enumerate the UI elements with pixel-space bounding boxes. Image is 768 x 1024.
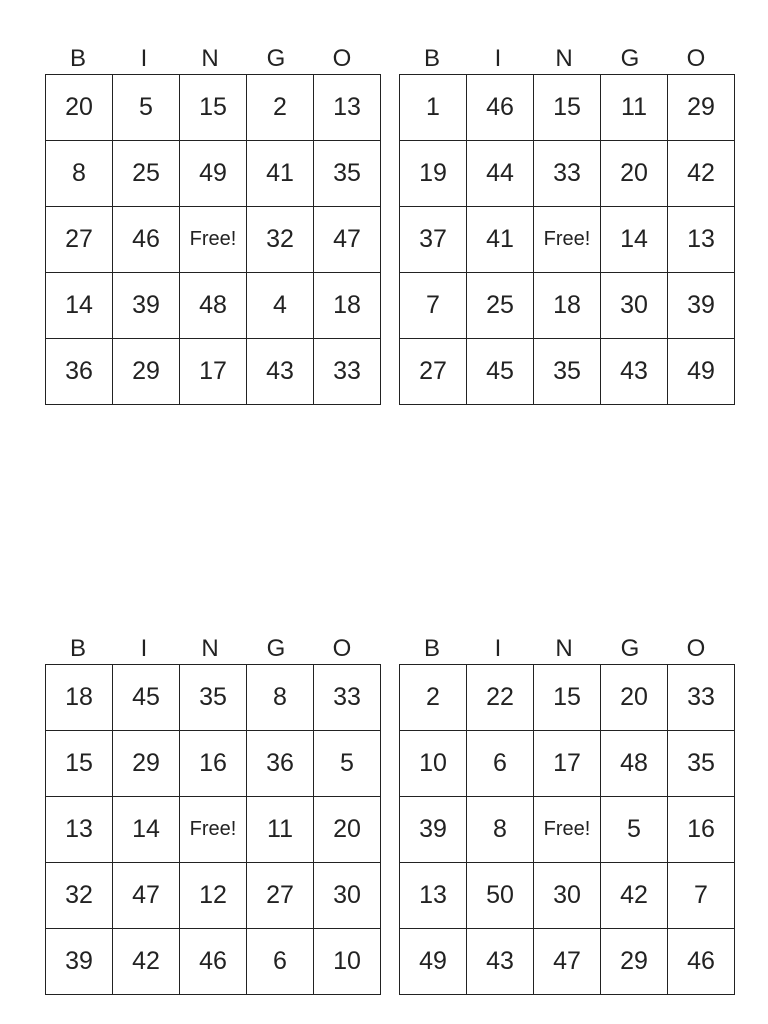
bingo-cell: 18 [314, 273, 381, 339]
bingo-cell: 13 [400, 863, 467, 929]
bingo-header-letter: G [620, 45, 640, 72]
bingo-header-letter: N [555, 45, 573, 72]
free-space: Free! [534, 797, 601, 863]
bingo-header-letter: B [69, 45, 86, 72]
bingo-row [46, 731, 381, 797]
bingo-cell: 1 [400, 75, 467, 141]
bingo-cell: 33 [534, 141, 601, 207]
free-space: Free! [180, 797, 247, 863]
bingo-cell: 35 [314, 141, 381, 207]
bingo-card-3 [45, 634, 375, 995]
bingo-cell: 14 [113, 797, 180, 863]
bingo-row [46, 273, 381, 339]
bingo-cell: 47 [113, 863, 180, 929]
bingo-cell: 11 [601, 75, 668, 141]
bingo-cell: 49 [180, 141, 247, 207]
bingo-cell: 20 [314, 797, 381, 863]
bingo-cell: 6 [467, 731, 534, 797]
bingo-cell: 43 [467, 929, 534, 995]
bingo-header-letter: B [423, 635, 440, 662]
bingo-card-2 [399, 44, 729, 405]
bingo-cell: 30 [314, 863, 381, 929]
bingo-header-letter: O [332, 45, 352, 72]
bingo-cell: 42 [668, 141, 735, 207]
bingo-cell: 46 [180, 929, 247, 995]
bingo-cell: 25 [467, 273, 534, 339]
bingo-cell: 2 [400, 665, 467, 731]
bingo-cell: 17 [534, 731, 601, 797]
bingo-cell: 47 [314, 207, 381, 273]
bingo-row [46, 207, 381, 273]
bingo-cell: 20 [601, 665, 668, 731]
bingo-cell: 29 [113, 731, 180, 797]
bingo-cell: 45 [467, 339, 534, 405]
bingo-cell: 47 [534, 929, 601, 995]
bingo-header-letter: I [140, 45, 148, 72]
bingo-cell: 35 [534, 339, 601, 405]
bingo-cell: 5 [601, 797, 668, 863]
bingo-header [45, 44, 375, 74]
bingo-cell: 15 [534, 75, 601, 141]
bingo-row [400, 273, 735, 339]
bingo-cell: 46 [467, 75, 534, 141]
bingo-cell: 43 [601, 339, 668, 405]
bingo-cell: 22 [467, 665, 534, 731]
bingo-header-letter: O [332, 635, 352, 662]
bingo-header [45, 634, 375, 664]
bingo-cell: 49 [668, 339, 735, 405]
bingo-row [400, 665, 735, 731]
bingo-header-letter: O [686, 635, 706, 662]
bingo-cell: 15 [180, 75, 247, 141]
bingo-grid [399, 664, 735, 995]
free-space: Free! [180, 207, 247, 273]
bingo-cell: 36 [46, 339, 113, 405]
bingo-cell: 5 [113, 75, 180, 141]
bingo-cell: 43 [247, 339, 314, 405]
bingo-cell: 6 [247, 929, 314, 995]
bingo-cell: 19 [400, 141, 467, 207]
bingo-row [400, 797, 735, 863]
bingo-cell: 49 [400, 929, 467, 995]
bingo-row [46, 339, 381, 405]
bingo-cell: 37 [400, 207, 467, 273]
bingo-cell: 16 [180, 731, 247, 797]
bingo-cell: 50 [467, 863, 534, 929]
bingo-cell: 30 [601, 273, 668, 339]
bingo-header-letter: B [423, 45, 440, 72]
bingo-cell: 48 [601, 731, 668, 797]
bingo-header-letter: N [201, 635, 219, 662]
bingo-cell: 44 [467, 141, 534, 207]
bingo-grid [45, 664, 381, 995]
bingo-cell: 35 [180, 665, 247, 731]
bingo-cell: 48 [180, 273, 247, 339]
bingo-cell: 8 [46, 141, 113, 207]
bingo-cell: 8 [467, 797, 534, 863]
bingo-cell: 42 [601, 863, 668, 929]
bingo-header-letter: G [266, 635, 286, 662]
bingo-row [400, 929, 735, 995]
bingo-cell: 4 [247, 273, 314, 339]
bingo-cell: 16 [668, 797, 735, 863]
bingo-cell: 2 [247, 75, 314, 141]
bingo-header-letter: O [686, 45, 706, 72]
bingo-cell: 46 [113, 207, 180, 273]
bingo-header-letter: N [555, 635, 573, 662]
bingo-header-letter: B [69, 635, 86, 662]
bingo-cell: 29 [113, 339, 180, 405]
bingo-cell: 25 [113, 141, 180, 207]
free-space: Free! [534, 207, 601, 273]
bingo-cell: 32 [46, 863, 113, 929]
bingo-cell: 27 [400, 339, 467, 405]
bingo-cell: 11 [247, 797, 314, 863]
bingo-cell: 30 [534, 863, 601, 929]
bingo-cell: 39 [113, 273, 180, 339]
bingo-cell: 10 [400, 731, 467, 797]
bingo-header-letter: G [266, 45, 286, 72]
bingo-cell: 10 [314, 929, 381, 995]
bingo-cell: 42 [113, 929, 180, 995]
bingo-row [46, 929, 381, 995]
bingo-cell: 29 [601, 929, 668, 995]
bingo-cell: 18 [46, 665, 113, 731]
bingo-row [400, 863, 735, 929]
bingo-header [399, 44, 729, 74]
bingo-row [400, 75, 735, 141]
bingo-cell: 13 [46, 797, 113, 863]
bingo-header-letter: G [620, 635, 640, 662]
bingo-header-letter: I [494, 635, 502, 662]
bingo-cell: 33 [314, 665, 381, 731]
bingo-cell: 45 [113, 665, 180, 731]
bingo-grid [399, 74, 735, 405]
bingo-cell: 12 [180, 863, 247, 929]
bingo-header-letter: I [140, 635, 148, 662]
bingo-row [46, 665, 381, 731]
bingo-header-letter: N [201, 45, 219, 72]
bingo-cell: 8 [247, 665, 314, 731]
bingo-cell: 39 [46, 929, 113, 995]
bingo-cell: 7 [400, 273, 467, 339]
bingo-cell: 20 [601, 141, 668, 207]
bingo-row [400, 339, 735, 405]
bingo-cell: 29 [668, 75, 735, 141]
bingo-row [400, 731, 735, 797]
bingo-header-letter: I [494, 45, 502, 72]
bingo-cell: 41 [467, 207, 534, 273]
bingo-row [46, 863, 381, 929]
bingo-grid [45, 74, 381, 405]
bingo-cell: 7 [668, 863, 735, 929]
bingo-cell: 36 [247, 731, 314, 797]
bingo-cell: 33 [314, 339, 381, 405]
bingo-cell: 13 [314, 75, 381, 141]
bingo-row [46, 75, 381, 141]
bingo-cell: 41 [247, 141, 314, 207]
bingo-cell: 35 [668, 731, 735, 797]
bingo-cell: 13 [668, 207, 735, 273]
bingo-card-4 [399, 634, 729, 995]
bingo-cell: 46 [668, 929, 735, 995]
bingo-cell: 32 [247, 207, 314, 273]
bingo-cell: 14 [601, 207, 668, 273]
bingo-cell: 15 [46, 731, 113, 797]
bingo-row [46, 141, 381, 207]
bingo-cell: 20 [46, 75, 113, 141]
bingo-cell: 5 [314, 731, 381, 797]
bingo-cell: 17 [180, 339, 247, 405]
bingo-row [400, 141, 735, 207]
bingo-row [400, 207, 735, 273]
bingo-cell: 39 [668, 273, 735, 339]
bingo-cell: 27 [247, 863, 314, 929]
bingo-cell: 14 [46, 273, 113, 339]
bingo-row [46, 797, 381, 863]
bingo-cell: 18 [534, 273, 601, 339]
bingo-header [399, 634, 729, 664]
bingo-cell: 27 [46, 207, 113, 273]
bingo-cell: 15 [534, 665, 601, 731]
bingo-cell: 39 [400, 797, 467, 863]
bingo-card-1 [45, 44, 375, 405]
bingo-cell: 33 [668, 665, 735, 731]
